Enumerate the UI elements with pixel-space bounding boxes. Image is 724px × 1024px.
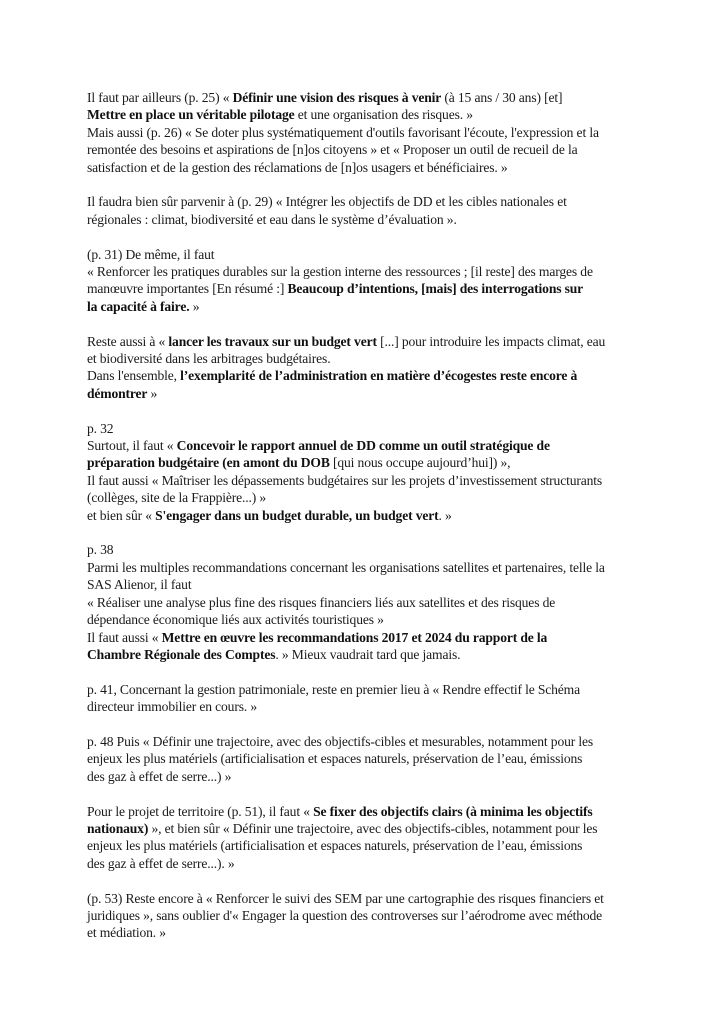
- text-line: [87, 211, 632, 228]
- text-run: satisfaction et de la gestion des réclamations de [n]os usagers et bénéficiaires. »: [87, 159, 508, 175]
- text-run: Surtout, il faut «: [87, 438, 177, 454]
- text-line: [87, 768, 632, 785]
- bold-text-run: nationaux): [87, 820, 149, 836]
- text-line: [87, 106, 632, 123]
- bold-text-run: S'engager dans un budget durable, un budget vert: [155, 507, 439, 523]
- text-line: [87, 333, 632, 350]
- bold-text-run: Se fixer des objectifs clairs (à minima les objectifs: [313, 803, 593, 819]
- paragraph: [87, 89, 632, 176]
- text-line: [87, 629, 632, 646]
- text-run: (p. 31) De même, il faut: [87, 246, 215, 262]
- text-line: [87, 820, 632, 837]
- text-line: [87, 576, 632, 593]
- paragraph: [87, 246, 632, 316]
- text-line: [87, 733, 632, 750]
- paragraph: [87, 890, 632, 942]
- text-line: [87, 385, 632, 402]
- text-run: [...] pour introduire les impacts climat, eau: [376, 333, 606, 349]
- text-run: »: [189, 298, 200, 314]
- text-line: [87, 698, 632, 715]
- text-run: Il faudra bien sûr parvenir à (p. 29) « Intégrer les objectifs de DD et les cibles nationales et: [87, 194, 567, 210]
- text-run: . »: [438, 507, 452, 523]
- text-line: [87, 89, 632, 106]
- bold-text-run: Définir une vision des risques à venir: [232, 90, 442, 105]
- text-run: et bien sûr «: [87, 507, 156, 523]
- text-line: [87, 159, 632, 176]
- text-run: enjeux les plus matériels (artificialisation et espaces naturels, préservation de l’eau, émissions: [87, 751, 583, 767]
- bold-text-run: lancer les travaux sur un budget vert: [168, 333, 377, 349]
- text-line: [87, 907, 632, 924]
- text-line: [87, 472, 632, 489]
- text-run: p. 48 Puis « Définir une trajectoire, avec des objectifs-cibles et mesurables, notamment pour les: [87, 733, 594, 749]
- bold-text-run: l’exemplarité de l’administration en matière d’écogestes reste encore à: [180, 368, 578, 384]
- text-run: Il faut aussi «: [87, 629, 162, 645]
- bold-text-run: Concevoir le rapport annuel de DD comme un outil stratégique de: [176, 438, 550, 454]
- text-run: Dans l'ensemble,: [87, 368, 181, 384]
- text-line: [87, 611, 632, 628]
- text-line: [87, 681, 632, 698]
- text-run: (p. 53) Reste encore à « Renforcer le suivi des SEM par une cartographie des risques financiers et: [87, 890, 604, 906]
- text-line: [87, 141, 632, 158]
- text-line: [87, 454, 632, 471]
- text-line: [87, 280, 632, 297]
- text-line: [87, 489, 632, 506]
- text-run: », et bien sûr « Définir une trajectoire, avec des objectifs-cibles, notamment pour les: [148, 820, 598, 836]
- text-run: (à 15 ans / 30 ans) [et]: [441, 90, 563, 105]
- text-run: Mais aussi (p. 26) « Se doter plus systématiquement d'outils favorisant l'écoute, l'expression et la: [87, 124, 599, 140]
- paragraph: [87, 803, 632, 873]
- text-line: [87, 837, 632, 854]
- text-run: et biodiversité dans les arbitrages budgétaires.: [87, 351, 331, 367]
- text-line: [87, 246, 632, 263]
- text-run: des gaz à effet de serre...). »: [87, 855, 235, 871]
- paragraph: [87, 193, 632, 228]
- text-line: [87, 890, 632, 907]
- text-line: [87, 507, 632, 524]
- document-page: [87, 89, 632, 959]
- text-run: Parmi les multiples recommandations concernant les organisations satellites et partenaires, telle la: [87, 559, 605, 575]
- text-run: [qui nous occupe aujourd’hui]) »,: [329, 455, 511, 471]
- text-run: Pour le projet de territoire (p. 51), il faut «: [87, 803, 314, 819]
- text-run: et médiation. »: [87, 925, 166, 941]
- text-run: (collèges, site de la Frappière...) »: [87, 490, 267, 506]
- bold-text-run: préparation budgétaire (en amont du DOB: [87, 455, 330, 471]
- text-run: remontée des besoins et aspirations de [n]os citoyens » et « Proposer un outil de recueil de la: [87, 142, 578, 158]
- text-line: [87, 124, 632, 141]
- bold-text-run: Beaucoup d’intentions, [mais] des interrogations sur: [287, 281, 584, 297]
- bold-text-run: Mettre en œuvre les recommandations 2017 et 2024 du rapport de la: [161, 629, 548, 645]
- text-run: SAS Alienor, il faut: [87, 577, 192, 593]
- text-line: [87, 855, 632, 872]
- text-line: [87, 367, 632, 384]
- text-line: [87, 646, 632, 663]
- text-line: [87, 193, 632, 210]
- text-run: p. 41, Concernant la gestion patrimoniale, reste en premier lieu à « Rendre effectif le Schéma: [87, 681, 580, 697]
- text-line: [87, 750, 632, 767]
- text-line: [87, 803, 632, 820]
- text-run: enjeux les plus matériels (artificialisation et espaces naturels, préservation de l’eau, émissions: [87, 838, 583, 854]
- text-run: Il faut par ailleurs (p. 25) «: [87, 90, 233, 105]
- text-line: [87, 420, 632, 437]
- text-run: p. 32: [87, 420, 114, 436]
- bold-text-run: Chambre Régionale des Comptes: [87, 646, 276, 662]
- text-line: [87, 541, 632, 558]
- text-run: « Réaliser une analyse plus fine des risques financiers liés aux satellites et des risques de: [87, 594, 556, 610]
- text-line: [87, 924, 632, 941]
- text-run: des gaz à effet de serre...) »: [87, 768, 232, 784]
- bold-text-run: Mettre en place un véritable pilotage: [87, 107, 295, 123]
- text-line: [87, 298, 632, 315]
- text-run: Reste aussi à «: [87, 333, 169, 349]
- paragraph: [87, 541, 632, 663]
- text-run: Il faut aussi « Maîtriser les dépassements budgétaires sur les projets d’investissement structurants: [87, 472, 603, 488]
- text-line: [87, 350, 632, 367]
- paragraph: [87, 420, 632, 524]
- text-run: régionales : climat, biodiversité et eau dans le système d’évaluation ».: [87, 211, 457, 227]
- text-line: [87, 594, 632, 611]
- text-run: »: [147, 385, 158, 401]
- text-run: juridiques », sans oublier d'« Engager la question des controverses sur l’aérodrome avec méthode: [87, 907, 603, 923]
- text-run: directeur immobilier en cours. »: [87, 699, 257, 715]
- paragraph: [87, 681, 632, 716]
- text-run: « Renforcer les pratiques durables sur la gestion interne des ressources ; [il reste] des marges de: [87, 264, 593, 280]
- text-run: manœuvre importantes [En résumé :]: [87, 281, 288, 297]
- text-run: dépendance économique liés aux activités touristiques »: [87, 612, 384, 628]
- text-line: [87, 437, 632, 454]
- paragraph: [87, 333, 632, 403]
- paragraph: [87, 733, 632, 785]
- text-run: . » Mieux vaudrait tard que jamais.: [275, 646, 461, 662]
- bold-text-run: la capacité à faire.: [87, 298, 190, 314]
- text-run: et une organisation des risques. »: [294, 107, 473, 123]
- text-line: [87, 559, 632, 576]
- text-line: [87, 263, 632, 280]
- bold-text-run: démontrer: [87, 385, 148, 401]
- text-run: p. 38: [87, 542, 114, 558]
